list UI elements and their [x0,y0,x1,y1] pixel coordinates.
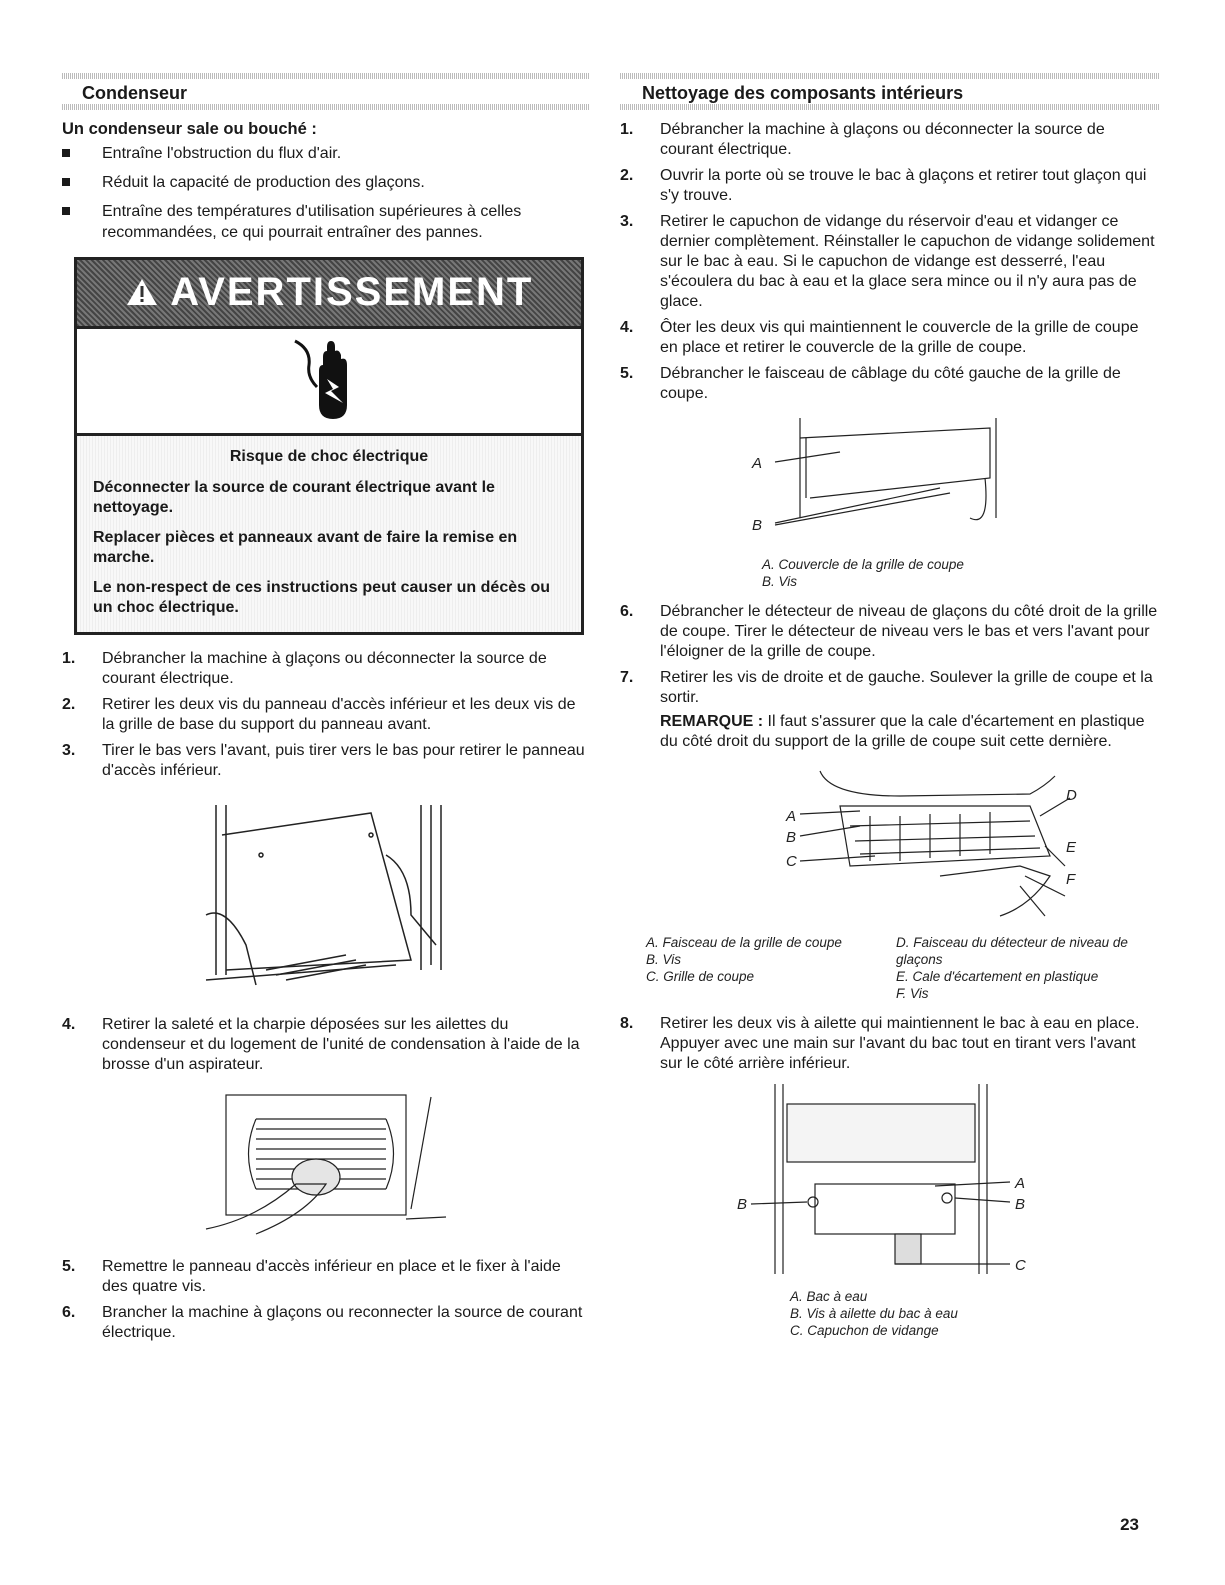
label-c: C [1015,1257,1026,1274]
figure-caption: A. Couvercle de la grille de coupe B. Vis [762,557,964,589]
step-item: 5. Remettre le panneau d'accès inférieur en place et le fixer à l'aide des quatre vis. [62,1258,561,1295]
warning-triangle-icon [125,270,171,314]
label-b-left: B [737,1196,748,1213]
divider [620,104,1160,110]
label-b: B [752,517,763,534]
figure-panel-removal [196,795,456,995]
condenser-cleaning-illustration [196,1089,456,1239]
step-item: 5. Débrancher le faisceau de câblage du côté gauche de la grille de coupe. [620,365,1121,402]
list-item: Entraîne des températures d'utilisation supérieures à celles recommandées, ce qui pourrait entraîner des pannes. [62,201,590,243]
figure-cutter-grid-cover [740,418,1040,548]
label-b-right: B [1015,1196,1026,1213]
step-item: 3. Retirer le capuchon de vidange du réservoir d'eau et vidanger ce dernier complètement. Réinstaller le capuchon de vidange solidement sur le bac à eau. Si le capuchon de vidange est desserré, l'eau s'écoulera du bac à eau et la glace sera mince ou il n'y aura pas de glace. [620,213,1155,310]
warning-title: AVERTISSEMENT [77,270,581,315]
left-column [62,70,590,1349]
steps-list [62,649,590,781]
subheading: Un condenseur sale ou bouché : [62,120,317,138]
step-item: 1. Débrancher la machine à glaçons ou déconnecter la source de courant électrique. [62,650,547,687]
steps-list [62,1257,590,1343]
step-item: 2. Ouvrir la porte où se trouve le bac à glaçons et retirer tout glaçon qui s'y trouve. [620,167,1147,204]
section-title: Condenseur [82,83,188,103]
divider [620,73,1160,79]
step-item: 3. Tirer le bas vers l'avant, puis tirer vers le bas pour retirer le panneau d'accès inférieur. [62,742,585,779]
label-a: A [786,808,797,825]
figure-water-tray [735,1084,1045,1284]
bullet-square-icon [62,207,70,215]
figure-cutter-grid-removal [700,766,1080,926]
step-item: 1. Débrancher la machine à glaçons ou déconnecter la source de courant électrique. [620,121,1105,158]
step-item: 6. Brancher la machine à glaçons ou reconnecter la source de courant électrique. [62,1304,583,1341]
step-item: 4. Retirer la saleté et la charpie déposées sur les ailettes du condenseur et du logement de l'unité de condensation à l'aide de la brosse d'un aspirateur. [62,1016,580,1073]
cutter-grid-removal-illustration [700,766,1080,926]
warning-header [77,260,581,326]
list-item: Réduit la capacité de production des glaçons. [62,172,590,193]
risk-heading: Risque de choc électrique [229,448,429,465]
warning-icon-row [77,326,581,436]
label-e: E [1066,839,1077,856]
warning-line: Replacer pièces et panneaux avant de faire la remise en marche. [93,529,518,566]
step-item: 6. Débrancher le détecteur de niveau de glaçons du côté droit de la grille de coupe. Tirer le détecteur de niveau vers le bas et vers l'avant pour l'éloigner de la grille de coupe. [620,603,1158,660]
page-number: 23 [1120,1515,1139,1534]
label-c: C [786,853,797,870]
panel-removal-illustration [196,795,456,995]
section-title: Nettoyage des composants intérieurs [642,83,964,103]
step-item: 8. Retirer les deux vis à ailette qui maintiennent le bac à eau en place. Appuyer avec une main sur l'avant du bac tout en tirant vers l'avant sur le côté arrière inférieur. [620,1015,1140,1072]
label-d: D [1066,787,1077,804]
figure-caption: A. Faisceau de la grille de coupe B. Vis C. Grille de coupe D. Faisceau du détecteur de niveau de glaçons E. Cale d'écartement en plastique F. Vis [646,935,1128,1001]
steps-list [620,602,1160,708]
step-item: 4. Ôter les deux vis qui maintiennent le couvercle de la grille de coupe en place et retirer le couvercle de la grille de coupe. [620,319,1139,356]
step-item: 2. Retirer les deux vis du panneau d'accès inférieur et les deux vis de la grille de base du support du panneau avant. [62,696,576,733]
bullet-list [62,143,590,243]
list-item: Entraîne l'obstruction du flux d'air. [62,143,590,164]
warning-box [74,257,584,635]
warning-body [77,436,581,632]
section-header-condenseur [62,70,590,110]
figure-caption: A. Bac à eau B. Vis à ailette du bac à eau C. Capuchon de vidange [790,1289,958,1338]
divider [62,104,590,110]
steps-list [62,1015,590,1075]
warning-line: Le non-respect de ces instructions peut causer un décès ou un choc électrique. [93,579,551,616]
section-header-nettoyage [620,70,1160,110]
water-tray-illustration [735,1084,1045,1284]
bullet-square-icon [62,149,70,157]
remark-note: REMARQUE : Il faut s'assurer que la cale d'écartement en plastique du côté droit du support de la grille de coupe suit cette dernière. [660,713,1145,750]
figure-condenser-cleaning [196,1089,456,1239]
cutter-grid-cover-illustration [740,418,1040,548]
label-b: B [786,829,797,846]
right-column [620,70,1160,1339]
steps-list [620,120,1160,404]
warning-line: Déconnecter la source de courant électrique avant le nettoyage. [93,479,495,516]
electric-shock-hand-icon [289,335,369,425]
label-a: A [752,455,763,472]
steps-list [620,1014,1160,1074]
label-f: F [1066,871,1076,888]
bullet-square-icon [62,178,70,186]
step-item: 7. Retirer les vis de droite et de gauche. Soulever la grille de coupe et la sortir. [620,669,1153,706]
divider [62,73,590,79]
label-a: A [1015,1175,1026,1192]
